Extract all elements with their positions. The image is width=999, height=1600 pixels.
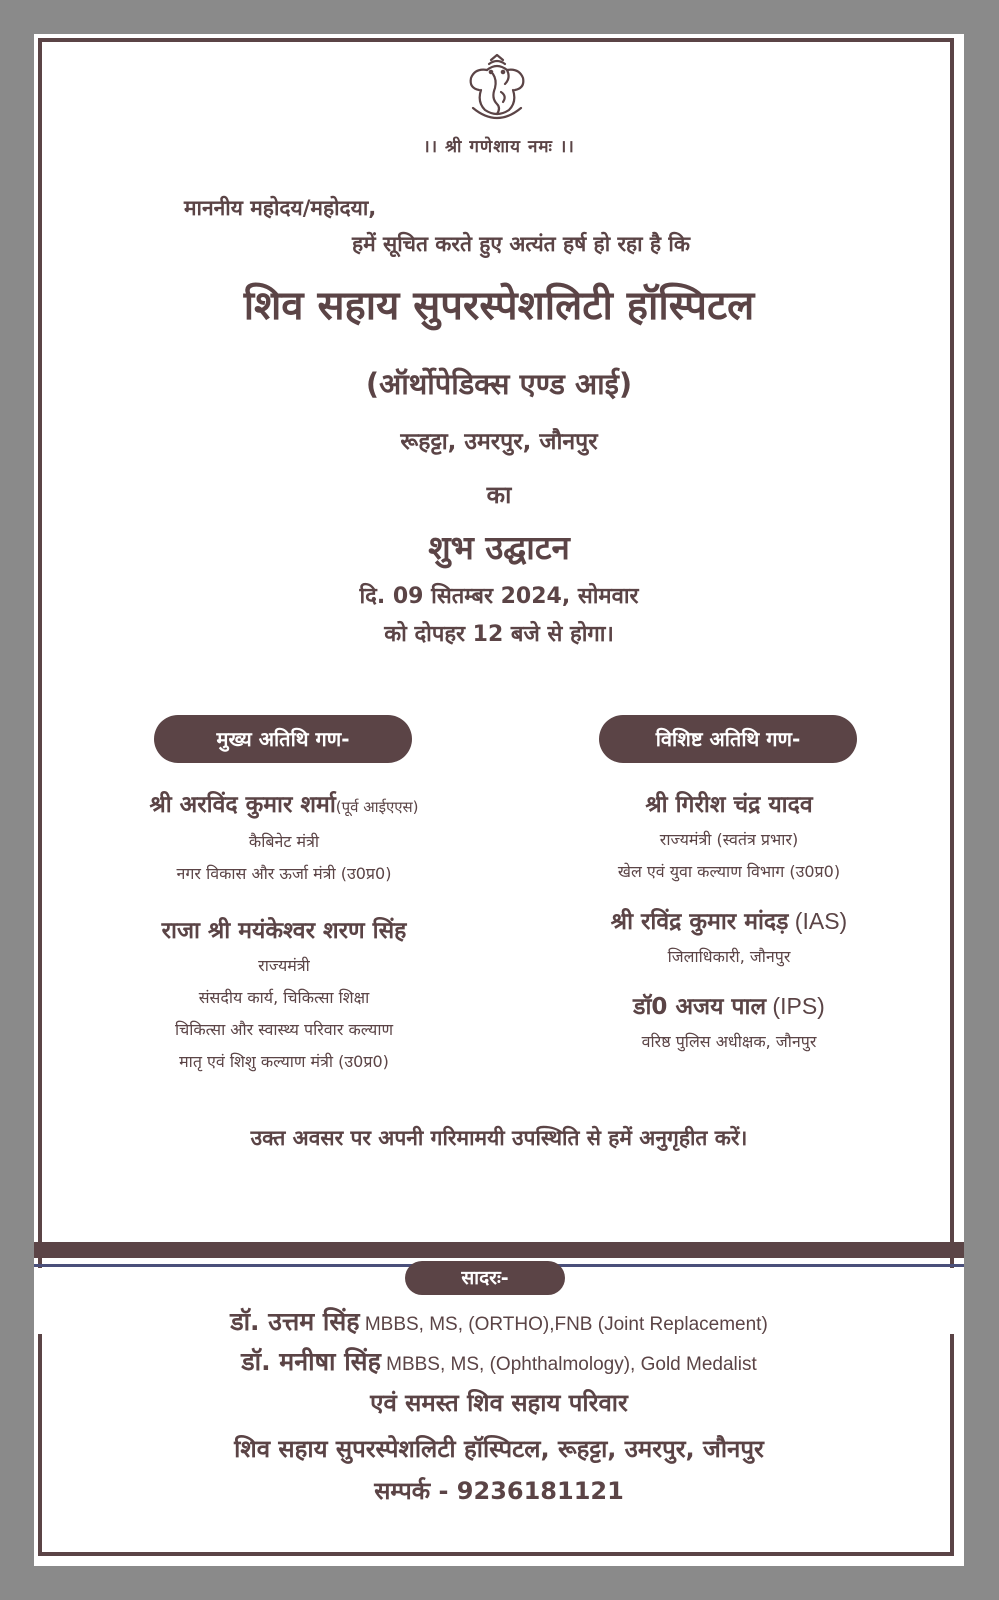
divider-band bbox=[34, 1242, 964, 1258]
host-1-qualification: MBBS, MS, (ORTHO),FNB (Joint Replacement) bbox=[359, 1314, 768, 1335]
contact-line: सम्पर्क - 9236181121 bbox=[374, 1477, 624, 1505]
request-line: उक्त अवसर पर अपनी गरिमामयी उपस्थिति से हमें अनुगृहीत करें। bbox=[250, 1126, 748, 1150]
special-guests-list bbox=[519, 786, 939, 1058]
event-time: को दोपहर 12 बजे से होगा। bbox=[384, 622, 614, 647]
chief-guests-list bbox=[74, 786, 494, 1078]
chief-guest-1-line: कैबिनेट मंत्री bbox=[248, 832, 320, 851]
host-1-name: डॉ. उत्तम सिंह bbox=[230, 1307, 360, 1336]
host-2-name: डॉ. मनीषा सिंह bbox=[241, 1347, 381, 1376]
invitation-card bbox=[34, 34, 964, 1566]
host-2 bbox=[34, 1344, 964, 1378]
greeting: माननीय महोदय/महोदया, bbox=[184, 196, 377, 220]
address-line: शिव सहाय सुपरस्पेशलिटी हॉस्पिटल, रूहट्टा, उमरपुर, जौनपुर bbox=[234, 1435, 764, 1463]
host-2-qualification: MBBS, MS, (Ophthalmology), Gold Medalist bbox=[380, 1354, 757, 1375]
chief-guest-2-line: चिकित्सा और स्वास्थ्य परिवार कल्याण bbox=[174, 1020, 394, 1039]
chief-guest-1-name: श्री अरविंद कुमार शर्मा(पूर्व आईएएस) bbox=[149, 792, 419, 818]
event-date: दि. 09 सितम्बर 2024, सोमवार bbox=[359, 584, 639, 609]
special-guest-3-suffix: (IPS) bbox=[766, 993, 825, 1019]
inform-line: हमें सूचित करते हुए अत्यंत हर्ष हो रहा है कि bbox=[352, 232, 690, 256]
ganesha-icon bbox=[461, 52, 533, 124]
special-guest-1-line: खेल एवं युवा कल्याण विभाग (उ0प्र0) bbox=[617, 862, 841, 881]
shloka: ।। श्री गणेशाय नमः ।। bbox=[423, 137, 575, 157]
event-title: शुभ उद्घाटन bbox=[428, 528, 570, 567]
special-guest-1-name: श्री गिरीश चंद्र यादव bbox=[645, 792, 813, 818]
chief-guest-2-name: राजा श्री मयंकेश्वर शरण सिंह bbox=[161, 918, 407, 944]
chief-guest-2-line: राज्यमंत्री bbox=[258, 956, 310, 975]
sadar-badge: सादरः- bbox=[405, 1261, 565, 1295]
connector-ka: का bbox=[486, 481, 512, 509]
hospital-location: रूहट्टा, उमरपुर, जौनपुर bbox=[400, 429, 598, 455]
chief-guest-1-line: नगर विकास और ऊर्जा मंत्री (उ0प्र0) bbox=[176, 864, 392, 883]
family-line: एवं समस्त शिव सहाय परिवार bbox=[370, 1389, 628, 1417]
special-guest-2-line: जिलाधिकारी, जौनपुर bbox=[667, 947, 791, 966]
special-guest-2-suffix: (IAS) bbox=[788, 908, 848, 934]
chief-guests-heading: मुख्य अतिथि गण- bbox=[154, 715, 412, 763]
hospital-name: शिव सहाय सुपरस्पेशलिटी हॉस्पिटल bbox=[243, 283, 755, 329]
hospital-subtitle: (ऑर्थोपेडिक्स एण्ड आई) bbox=[365, 367, 633, 401]
chief-guest-2-line: संसदीय कार्य, चिकित्सा शिक्षा bbox=[198, 988, 370, 1007]
special-guest-3-line: वरिष्ठ पुलिस अधीक्षक, जौनपुर bbox=[641, 1032, 817, 1051]
special-guest-1-line: राज्यमंत्री (स्वतंत्र प्रभार) bbox=[659, 830, 799, 849]
chief-guest-2-line: मातृ एवं शिशु कल्याण मंत्री (उ0प्र0) bbox=[179, 1052, 389, 1071]
top-frame-border bbox=[38, 38, 954, 1268]
host-1 bbox=[34, 1304, 964, 1338]
special-guest-3-name: डॉ0 अजय पाल (IPS) bbox=[633, 993, 825, 1020]
special-guests-heading: विशिष्ट अतिथि गण- bbox=[599, 715, 857, 763]
special-guest-2-name: श्री रविंद्र कुमार मांदड़ (IAS) bbox=[610, 908, 848, 935]
chief-guest-1-suffix: (पूर्व आईएएस) bbox=[335, 798, 419, 816]
